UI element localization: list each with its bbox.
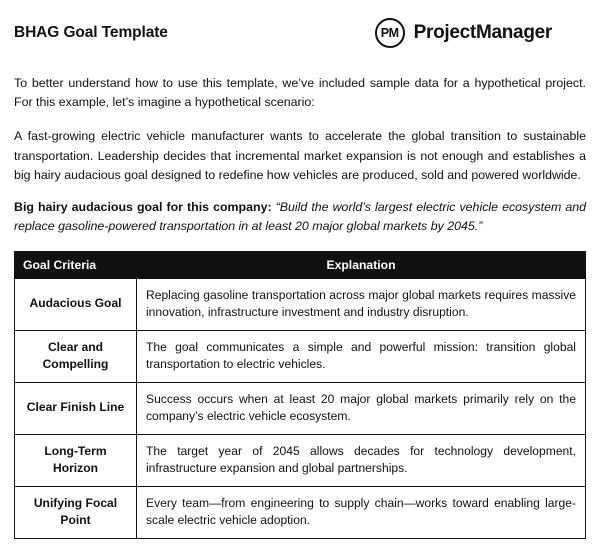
criteria-cell: Audacious Goal (15, 278, 137, 330)
table-row (15, 486, 586, 538)
document-header (14, 18, 586, 48)
table-row (15, 330, 586, 382)
brand-name: ProjectManager (413, 22, 552, 43)
column-header-criteria: Goal Criteria (15, 251, 137, 278)
explanation-cell: Success occurs when at least 20 major global markets primarily rely on the company’s electric vehicle ecosystem. (137, 382, 586, 434)
intro-paragraph-2: A fast-growing electric vehicle manufacturer wants to accelerate the global transition to sustainable transportation. Leadership decides that incremental market expansion is not enough and establishes a big hairy audacious goal designed to redefine how vehicles are produced, sold and powered worldwide. (14, 129, 586, 182)
goal-statement-quote: “Build the world’s largest electric vehicle ecosystem and replace gasoline-powered transportation in at least 20 major global markets by 2045.” (14, 200, 586, 234)
brand-logo (375, 18, 586, 48)
projectmanager-logo-icon: PM (375, 18, 405, 48)
table-row (15, 434, 586, 486)
explanation-cell: Replacing gasoline transportation across major global markets requires massive innovation, infrastructure investment and industry disruption. (137, 278, 586, 330)
table-row (15, 382, 586, 434)
explanation-cell: Every team—from engineering to supply chain—works toward enabling large-scale electric vehicle adoption. (137, 486, 586, 538)
goal-criteria-table (14, 251, 586, 539)
criteria-cell: Clear and Compelling (15, 330, 137, 382)
explanation-cell: The target year of 2045 allows decades for technology development, infrastructure expansion and global partnerships. (137, 434, 586, 486)
intro-section (14, 74, 586, 185)
intro-paragraph-1: To better understand how to use this template, we’ve included sample data for a hypothetical project. For this example, let’s imagine a hypothetical scenario: (14, 76, 586, 110)
criteria-cell: Unifying Focal Point (15, 486, 137, 538)
criteria-cell: Long-Term Horizon (15, 434, 137, 486)
table-row (15, 278, 586, 330)
explanation-cell: The goal communicates a simple and powerful mission: transition global transportation to electric vehicles. (137, 330, 586, 382)
goal-statement (14, 198, 586, 236)
goal-statement-label: Big hairy audacious goal for this company: (14, 200, 272, 215)
table-header-row (15, 251, 586, 278)
column-header-explanation: Explanation (137, 251, 586, 278)
page-title: BHAG Goal Template (14, 24, 168, 41)
criteria-cell: Clear Finish Line (15, 382, 137, 434)
